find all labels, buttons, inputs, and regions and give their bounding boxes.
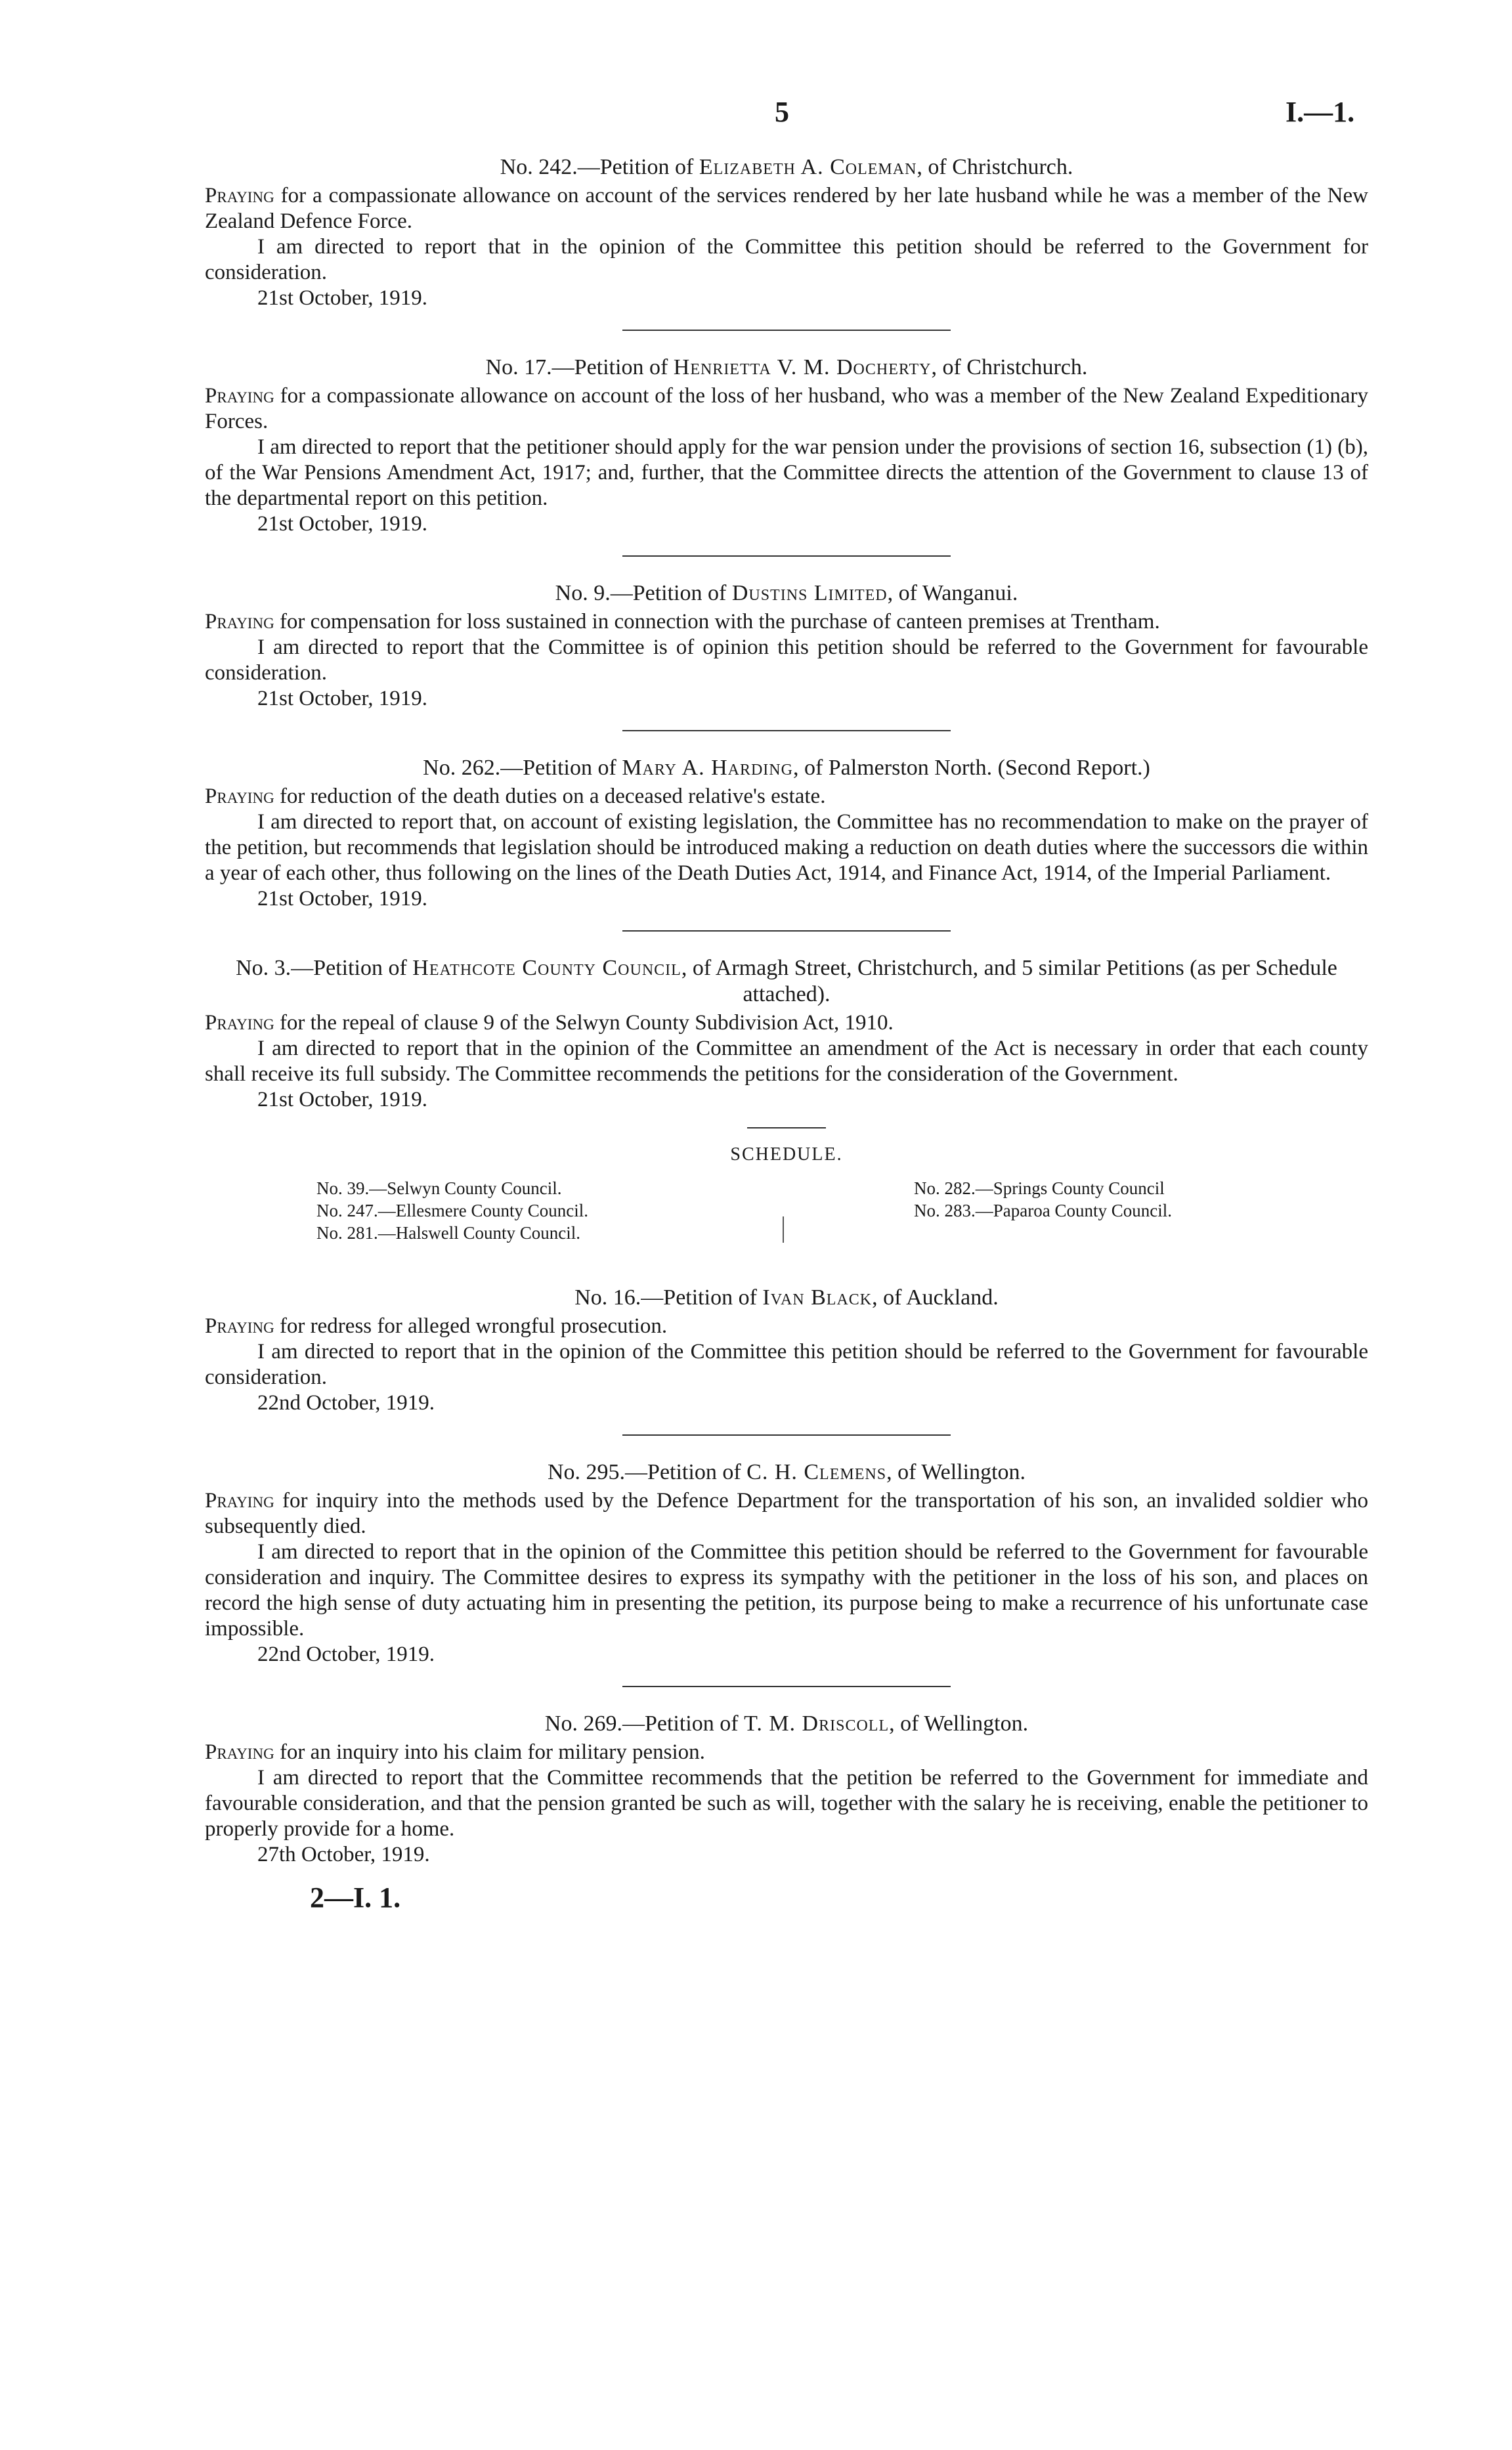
schedule-item: No. 283.—Paparoa County Council.: [914, 1201, 1172, 1220]
praying-paragraph: Praying for redress for alleged wrongful prosecution.: [205, 1314, 668, 1338]
petitioner-name: Dustins Limited: [731, 581, 888, 605]
petitioner-name: Elizabeth A. Coleman: [699, 155, 917, 179]
petitioner-name: T. M. Driscoll: [744, 1711, 890, 1736]
petitioner-name: Mary A. Harding: [622, 756, 793, 780]
schedule-heading: SCHEDULE.: [730, 1144, 843, 1165]
schedule-item: No. 282.—Springs County Council: [914, 1178, 1165, 1198]
pencil-mark: [783, 1216, 784, 1243]
praying-paragraph: Praying for compensation for loss sustained in connection with the purchase of canteen premises at Trentham.: [205, 610, 1160, 634]
report-date: 22nd October, 1919.: [257, 1643, 435, 1666]
report-date: 21st October, 1919.: [257, 887, 427, 911]
report-date: 21st October, 1919.: [257, 687, 427, 710]
report-paragraph: I am directed to report that the Committee recommends that the petition be referred to the Government for immediate and favourable consideration, and that the pension granted be such as will, together with the salary he is receiving, enable the petitioner to properly provide for a home.: [205, 1766, 1368, 1841]
petition-entry: [205, 1285, 1368, 1416]
report-paragraph: I am directed to report that in the opinion of the Committee an amendment of the Act is necessary in order that each county shall receive its full subsidy. The Committee recommends the petitions for the consideration of the Government.: [205, 1037, 1368, 1086]
document-reference: I.—1.: [1285, 96, 1355, 128]
report-paragraph: I am directed to report that in the opinion of the Committee this petition should be referred to the Government for favourable consideration and inquiry. The Committee desires to express its sympathy with the petitioner in the loss of his son, and places on record the high sense of duty actuating him in presenting the petition, its purpose being to make a recurrence of his unfortunate case impossible.: [205, 1540, 1368, 1641]
report-paragraph: I am directed to report that in the opinion of the Committee this petition should be referred to the Government for consideration.: [205, 235, 1368, 284]
praying-paragraph: Praying for a compassionate allowance on account of the loss of her husband, who was a member of the New Zealand Expeditionary Forces.: [205, 384, 1368, 433]
schedule-item: No. 281.—Halswell County Council.: [316, 1223, 580, 1243]
petition-title: No. 16.—Petition of Ivan Black, of Auckland.: [574, 1285, 999, 1310]
schedule: [205, 1144, 1368, 1262]
petitioner-name: Henrietta V. M. Docherty: [673, 355, 932, 379]
report-paragraph: I am directed to report that, on account of existing legislation, the Committee has no recommendation to make on the prayer of the petition, but recommends that legislation should be introduced making a reduction on death duties where the successors die within a year of each other, thus following on the lines of the Death Duties Act, 1914, and Finance Act, 1914, of the Imperial Parliament.: [205, 810, 1368, 885]
petitioner-name: C. H. Clemens: [746, 1460, 887, 1484]
schedule-divider: [747, 1127, 826, 1128]
petition-title: No. 17.—Petition of Henrietta V. M. Docherty, of Christchurch.: [485, 355, 1088, 379]
praying-paragraph: Praying for inquiry into the methods used by the Defence Department for the transportation of his son, an invalided soldier who subsequently died.: [205, 1489, 1368, 1538]
report-date: 27th October, 1919.: [257, 1843, 430, 1866]
petition-entry: [205, 1459, 1368, 1667]
petition-entry: [205, 355, 1368, 537]
section-divider: [622, 330, 951, 331]
section-divider: [622, 730, 951, 731]
petition-title: No. 3.—Petition of Heathcote County Council, of Armagh Street, Christchurch, and 5 similar Petitions (as per Schedule attached).: [236, 956, 1337, 1006]
petition-title: No. 242.—Petition of Elizabeth A. Coleman, of Christchurch.: [500, 155, 1073, 179]
petition-entry: [205, 154, 1368, 311]
petition-title: No. 9.—Petition of Dustins Limited, of Wanganui.: [555, 581, 1018, 605]
praying-paragraph: Praying for an inquiry into his claim for military pension.: [205, 1740, 705, 1764]
section-divider: [622, 1434, 951, 1436]
schedule-item: No. 39.—Selwyn County Council.: [316, 1178, 562, 1198]
petitioner-name: Heathcote County Council: [412, 956, 681, 980]
petition-entry: [205, 755, 1368, 912]
schedule-right-column: [914, 1177, 1172, 1222]
report-paragraph: I am directed to report that the petitioner should apply for the war pension under the provisions of section 16, subsection (1) (b), of the War Pensions Amendment Act, 1917; and, further, that the Committee directs the attention of the Government to clause 13 of the departmental report on this petition.: [205, 435, 1368, 510]
section-divider: [622, 555, 951, 557]
praying-paragraph: Praying for reduction of the death duties on a deceased relative's estate.: [205, 784, 826, 808]
report-date: 21st October, 1919.: [257, 286, 427, 310]
page-signature: 2—I. 1.: [310, 1881, 401, 1914]
praying-paragraph: Praying for the repeal of clause 9 of the Selwyn County Subdivision Act, 1910.: [205, 1011, 894, 1035]
schedule-list: [205, 1177, 1368, 1262]
petition-title: No. 295.—Petition of C. H. Clemens, of Wellington.: [547, 1460, 1026, 1484]
petition-entry: [205, 580, 1368, 712]
petition-entry: [205, 955, 1368, 1113]
praying-paragraph: Praying for a compassionate allowance on account of the services rendered by her late husband while he was a member of the New Zealand Defence Force.: [205, 184, 1368, 233]
report-paragraph: I am directed to report that in the opinion of the Committee this petition should be referred to the Government for favourable consideration.: [205, 1340, 1368, 1389]
petition-title: No. 269.—Petition of T. M. Driscoll, of Wellington.: [544, 1711, 1029, 1736]
petition-entry: [205, 1711, 1368, 1868]
petitioner-name: Ivan Black: [762, 1285, 873, 1310]
schedule-left-column: [316, 1177, 588, 1244]
petition-title: No. 262.—Petition of Mary A. Harding, of Palmerston North. (Second Report.): [423, 756, 1150, 780]
report-date: 21st October, 1919.: [257, 1088, 427, 1111]
report-date: 22nd October, 1919.: [257, 1391, 435, 1415]
report-paragraph: I am directed to report that the Committee is of opinion this petition should be referred to the Government for favourable consideration.: [205, 635, 1368, 685]
schedule-item: No. 247.—Ellesmere County Council.: [316, 1201, 588, 1220]
section-divider: [622, 1686, 951, 1687]
page-number: 5: [775, 96, 789, 128]
report-date: 21st October, 1919.: [257, 512, 427, 536]
petitions-column: [205, 154, 1368, 1914]
section-divider: [622, 930, 951, 932]
